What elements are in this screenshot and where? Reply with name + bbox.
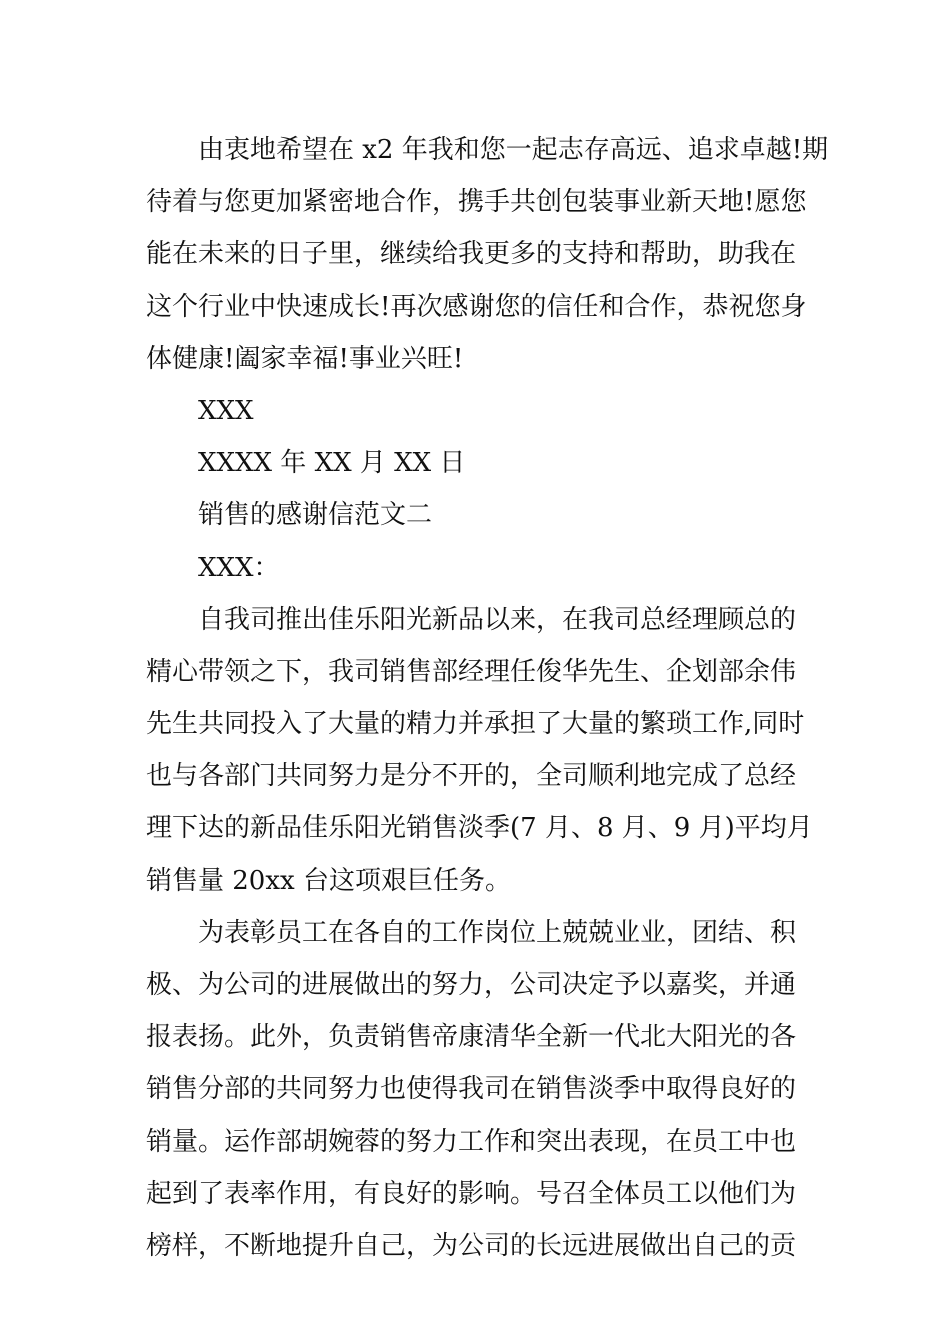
body-paragraph-commendation: [146, 907, 806, 1272]
text-line: 自我司推出佳乐阳光新品以来，在我司总经理顾总的: [198, 604, 797, 635]
closing-paragraph: [146, 124, 829, 385]
text-line: 由衷地希望在 x2 年我和您一起志存高远、追求卓越!期: [198, 135, 829, 165]
text-line: 销售量 20xx 台这项艰巨任务。: [146, 865, 511, 896]
text-line: 极、为公司的进展做出的努力，公司决定予以嘉奖，并通: [146, 970, 797, 1000]
body-paragraph-sales-achievement: [146, 594, 813, 907]
section-title: 销售的感谢信范文二: [198, 500, 433, 531]
text-line: 能在未来的日子里，继续给我更多的支持和帮助，助我在: [146, 239, 797, 270]
text-line: 理下达的新品佳乐阳光销售淡季(7 月、8 月、9 月)平均月: [146, 813, 813, 844]
text-line: 先生共同投入了大量的精力并承担了大量的繁琐工作,同时: [146, 709, 805, 740]
text-line: 报表扬。此外，负责销售帝康清华全新一代北大阳光的各: [146, 1022, 797, 1053]
signature: XXX: [198, 395, 254, 426]
text-line: 待着与您更加紧密地合作，携手共创包装事业新天地!愿您: [146, 187, 807, 218]
text-line: 为表彰员工在各自的工作岗位上兢兢业业，团结、积: [198, 917, 797, 948]
text-line: 这个行业中快速成长!再次感谢您的信任和合作，恭祝您身: [146, 291, 807, 322]
letter-body: [146, 124, 829, 1272]
letter-date: XXXX 年 XX 月 XX 日: [198, 448, 466, 479]
text-line: 精心带领之下，我司销售部经理任俊华先生、企划部余伟: [146, 656, 797, 687]
text-line: 销量。运作部胡婉蓉的努力工作和突出表现，在员工中也: [146, 1126, 797, 1157]
text-line: 体健康!阖家幸福!事业兴旺!: [146, 343, 464, 374]
salutation: XXX：: [198, 552, 280, 583]
text-line: 榜样，不断地提升自己，为公司的长远进展做出自己的贡: [146, 1230, 797, 1261]
text-line: 销售分部的共同努力也使得我司在销售淡季中取得良好的: [146, 1074, 797, 1105]
text-line: 起到了表率作用，有良好的影响。号召全体员工以他们为: [146, 1178, 797, 1209]
text-line: 也与各部门共同努力是分不开的，全司顺利地完成了总经: [146, 761, 797, 792]
